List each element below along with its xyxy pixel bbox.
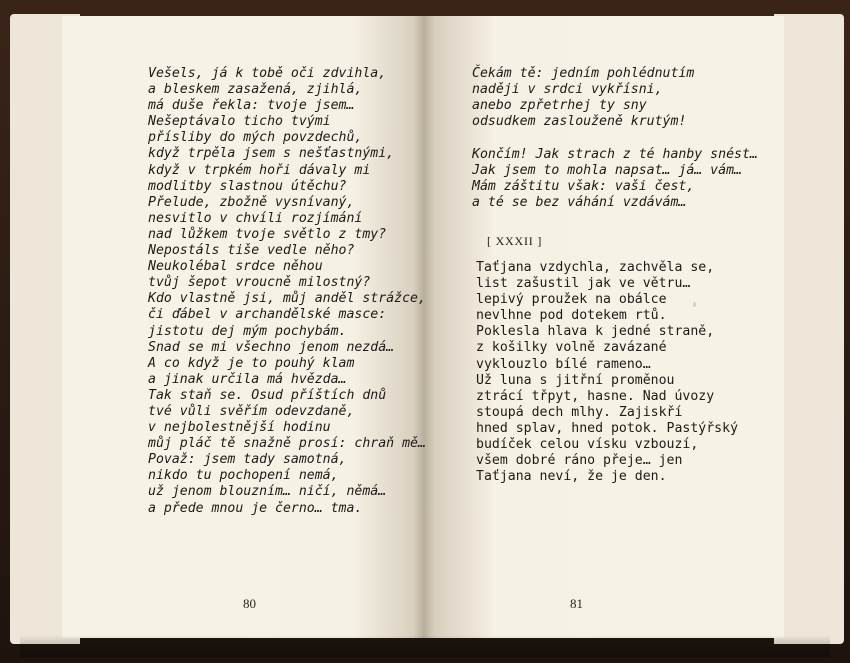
section-heading: [ XXXII ] xyxy=(487,234,543,248)
page-edges-right xyxy=(774,14,844,644)
right-page-poem-stanza-2: Končím! Jak strach z té hanby snést… Jak jsem to mohla napsat… já… vám… Mám záštitu však: vaši čest, a té se bez váhání vzdávám… xyxy=(472,147,758,211)
left-page-poem: Vešels, já k tobě oči zdvihla, a bleskem zasažená, zjihlá, má duše řekla: tvoje jsem… Nešeptávalo ticho tvými přísliby do mých povzdechů, když trpěla jsem s nešťastnými, když v trpkém hoři dávaly mi modlitby slastnou útěchu? Přelude, zbožně vysnívaný, nesvitlo v chvíli rozjímání nad lůžkem tvoje světlo z tmy? Nepostáls tiše vedle něho? Neukolébal srdce něhou tvůj šepot vroucně milostný? Kdo vlastně jsi, můj anděl strážce, či ďábel v archandělské masce: jistotu dej mým pochybám. Snad se mi všechno jenom nezdá… A co když je to pouhý klam a jinak určila má hvězda… Tak staň se. Osud příštích dnů tvé vůli svěřím odevzdaně, v nejbolestnější hodinu můj pláč tě snažně prosí: chraň mě… Považ: jsem tady samotná, nikdo tu pochopení nemá, už jenom blouzním… ničí, němá… a přede mnou je černo… tma. xyxy=(148,66,426,516)
page-number-right: 81 xyxy=(570,596,583,611)
paper-speck xyxy=(693,302,696,307)
right-page-prose: Taťjana vzdychla, zachvěla se, list zašustil jak ve větru… lepivý proužek na obálce nevlhne pod dotekem rtů. Poklesla hlava k jedné straně, z košilky volně zavázané vyklouzlo bílé rameno… Už luna s jitřní proměnou ztrácí třpyt, hasne. Nad úvozy stoupá dech mlhy. Zajiskří hned splav, hned potok. Pastýřský budíček celou vísku vzbouzí, všem dobré ráno přeje… jen Taťjana neví, že je den. xyxy=(476,260,739,485)
right-page-poem-stanza-1: Čekám tě: jedním pohlédnutím naději v srdci vykřísni, anebo zpřetrhej ty sny odsudkem zaslouženě krutým! xyxy=(472,66,695,130)
page-number-left: 80 xyxy=(243,596,256,611)
bottom-shadow xyxy=(20,635,830,657)
